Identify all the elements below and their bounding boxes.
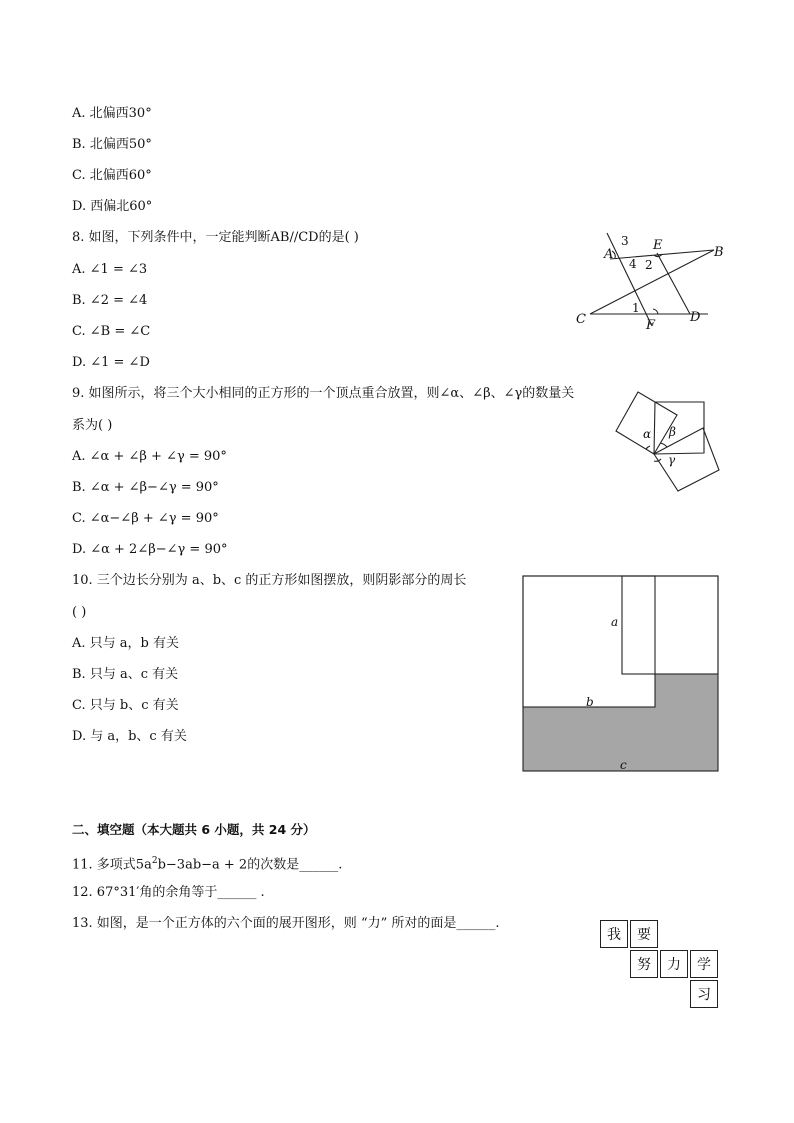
- q7-option-d: D. 西偏北60°: [72, 199, 153, 214]
- q9-angle-alpha-arc: [646, 446, 650, 449]
- q8-angle-1-arc: [653, 309, 658, 314]
- q8-line-ed: [657, 253, 690, 314]
- section2-heading: 二、填空题（本大题共 6 小题，共 24 分）: [72, 822, 316, 837]
- q13-net-cell-1: 我: [600, 920, 628, 948]
- q11-text: [72, 853, 342, 873]
- q10-stem-line1: 10. 三个边长分别为 a、b、c 的正方形如图摆放，则阴影部分的周长: [72, 573, 467, 588]
- q8-option-a: A. ∠1 = ∠3: [72, 262, 148, 277]
- q9-option-a: A. ∠α + ∠β + ∠γ = 90°: [72, 449, 227, 464]
- q9-stem-line2: 系为( ): [72, 418, 113, 433]
- q7-option-c: C. 北偏西60°: [72, 168, 152, 183]
- q9-label-gamma: γ: [668, 453, 676, 467]
- q9-label-alpha: α: [643, 427, 652, 441]
- q10-shaded-region: [523, 674, 718, 771]
- q13-net-cell-3: 努: [630, 950, 658, 978]
- q8-stem: 8. 如图，下列条件中，一定能判断AB//CD的是( ): [72, 230, 359, 245]
- q8-label-f: F: [646, 318, 656, 333]
- q12-text: 12. 67°31′角的余角等于______ .: [72, 885, 265, 900]
- q10-label-c: c: [620, 758, 627, 772]
- q10-square-b: [523, 576, 655, 707]
- q9-square-left: [616, 392, 677, 454]
- q9-angle-beta-arc: [660, 443, 667, 447]
- q8-option-b: B. ∠2 = ∠4: [72, 293, 148, 308]
- q10-label-a: a: [611, 615, 619, 629]
- q13-text: 13. 如图，是一个正方体的六个面的展开图形，则 “力” 所对的面是______.: [72, 916, 500, 931]
- q10-label-b: b: [586, 695, 594, 709]
- q7-option-b: B. 北偏西50°: [72, 137, 152, 152]
- q10-option-d: D. 与 a，b、c 有关: [72, 729, 187, 744]
- q8-figure: [570, 228, 730, 338]
- q8-label-a: A: [604, 247, 614, 262]
- q8-option-d: D. ∠1 = ∠D: [72, 355, 150, 370]
- q8-label-b: B: [714, 245, 724, 260]
- q8-label-e: E: [653, 238, 663, 253]
- q10-stem-line2: ( ): [72, 605, 87, 620]
- q8-label-4: 4: [629, 257, 637, 271]
- q10-figure: [520, 573, 724, 775]
- q10-option-a: A. 只与 a，b 有关: [72, 636, 179, 651]
- q9-option-c: C. ∠α−∠β + ∠γ = 90°: [72, 511, 219, 526]
- q7-option-a: A. 北偏西30°: [72, 106, 152, 121]
- q9-square-middle: [654, 402, 704, 454]
- q8-label-c: C: [576, 312, 586, 327]
- q9-option-b: B. ∠α + ∠β−∠γ = 90°: [72, 480, 219, 495]
- q8-option-c: C. ∠B = ∠C: [72, 324, 151, 339]
- q10-option-c: C. 只与 b、c 有关: [72, 698, 179, 713]
- q8-label-d: D: [690, 310, 701, 325]
- q11-exponent: 2: [151, 856, 158, 866]
- q9-stem-line1: 9. 如图所示，将三个大小相同的正方形的一个顶点重合放置，则∠α、∠β、∠γ的数量关: [72, 386, 575, 401]
- q8-line-through-a-f: [607, 233, 652, 326]
- q13-cube-net: [600, 920, 720, 1012]
- q13-net-cell-4: 力: [660, 950, 688, 978]
- q8-label-2: 2: [645, 258, 653, 272]
- q9-label-beta: β: [669, 425, 676, 439]
- q9-option-d: D. ∠α + 2∠β−∠γ = 90°: [72, 542, 228, 557]
- q13-net-cell-2: 要: [630, 920, 658, 948]
- q9-figure: [612, 386, 727, 496]
- q8-label-3: 3: [621, 234, 629, 248]
- q8-label-1: 1: [632, 301, 640, 315]
- q13-net-cell-5: 学: [690, 950, 718, 978]
- q11-text-pre: 11. 多项式5a: [72, 857, 152, 873]
- q10-square-a: [622, 576, 718, 674]
- q13-net-cell-6: 习: [690, 980, 718, 1008]
- q11-text-post: b−3ab−a + 2的次数是______.: [157, 857, 343, 873]
- q10-option-b: B. 只与 a、c 有关: [72, 667, 179, 682]
